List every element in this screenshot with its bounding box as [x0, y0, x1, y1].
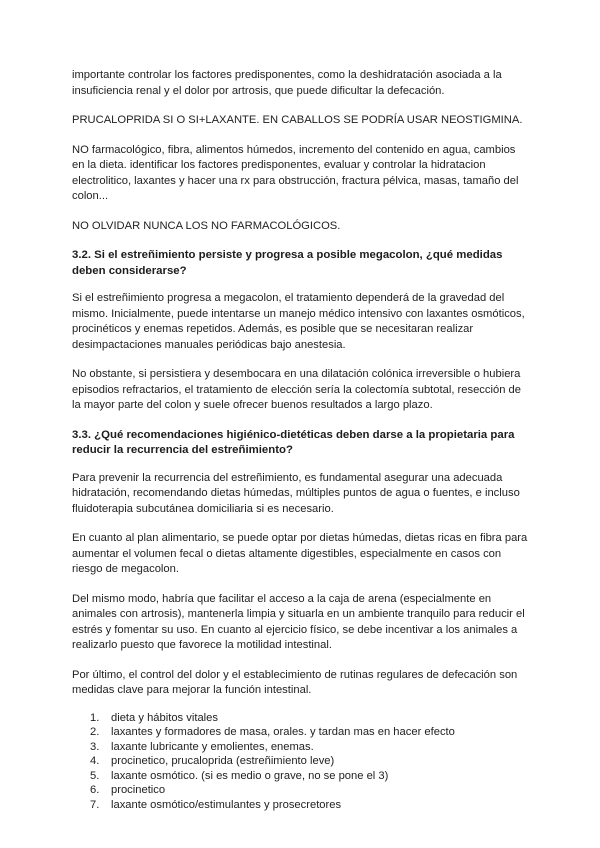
list-item [72, 798, 530, 813]
paragraph-pain-control: Por último, el control del dolor y el establecimiento de rutinas regulares de defecación son medidas clave para mejorar la función intestinal. [72, 668, 518, 696]
paragraph-reminder: NO OLVIDAR NUNCA LOS NO FARMACOLÓGICOS. [72, 219, 341, 232]
treatment-steps-list [72, 711, 530, 813]
list-item-number: 5. [90, 769, 100, 782]
paragraph-litter-exercise: Del mismo modo, habría que facilitar el acceso a la caja de arena (especialmente en animales con artrosis), mantenerla limpia y situarla en un ambiente tranquilo para reducir el estrés y fomentar su uso. En cuanto al ejercicio físico, se debe incentivar a los animales a realizarlo puesto que favorece la motilidad intestinal. [72, 592, 525, 651]
list-item [72, 740, 530, 755]
list-item-text: dieta y hábitos vitales [111, 711, 218, 724]
heading-section-3-3: 3.3. ¿Qué recomendaciones higiénico-dietéticas deben darse a la propietaria para reducir la recurrencia del estreñimiento? [72, 428, 515, 456]
list-item-number: 4. [90, 755, 100, 768]
list-item-number: 2. [90, 726, 100, 739]
list-item-number: 6. [90, 784, 100, 797]
list-item-number: 1. [90, 711, 100, 724]
paragraph-diet-plan: En cuanto al plan alimentario, se puede optar por dietas húmedas, dietas ricas en fibra para aumentar el volumen fecal o dietas altamente digestibles, especialmente en casos con riesgo de megacolon. [72, 532, 528, 575]
list-item-number: 3. [90, 740, 100, 753]
list-item [72, 783, 530, 798]
list-item [72, 769, 530, 784]
paragraph-risk-factors: importante controlar los factores predisponentes, como la deshidratación asociada a la insuficiencia renal y el dolor por artrosis, que puede dificultar la defecación. [72, 69, 502, 97]
list-item [72, 725, 530, 740]
paragraph-prucalopride-note: PRUCALOPRIDA SI O SI+LAXANTE. EN CABALLOS SE PODRÍA USAR NEOSTIGMINA. [72, 114, 523, 126]
list-item [72, 711, 530, 726]
list-item-text: procinetico [111, 784, 166, 797]
list-item [72, 754, 530, 769]
paragraph-hydration: Para prevenir la recurrencia del estreñimiento, es fundamental asegurar una adecuada hidratación, recomendando dietas húmedas, múltiples puntos de agua o fuentes, e incluso fluidoterapia subcutánea domiciliaria si es necesario. [72, 471, 520, 515]
paragraph-non-pharmacological: NO farmacológico, fibra, alimentos húmedos, incremento del contenido en agua, cambios en la dieta. identificar los factores predisponentes, evaluar y controlar la hidratacion electrolitico, laxantes y hacer una rx para obstrucción, fractura pélvica, masas, tamaño del colon... [72, 143, 519, 202]
list-item-number: 7. [90, 799, 100, 812]
paragraph-megacolon-treatment: Si el estreñimiento progresa a megacolon, el tratamiento dependerá de la gravedad del mismo. Inicialmente, puede intentarse un manejo médico intensivo con laxantes osmóticos, procinéticos y enemas repetidos. Además, es posible que se necesitaran realizar desimpactaciones manuales periódicas bajo anestesia. [72, 292, 525, 351]
list-item-text: laxante osmótico. (si es medio o grave, no se pone el 3) [111, 769, 389, 782]
list-item-text: procinetico, prucaloprida (estreñimiento leve) [111, 755, 335, 768]
list-item-text: laxante osmótico/estimulantes y prosecretores [111, 799, 342, 812]
list-item-text: laxante lubricante y emolientes, enemas. [111, 740, 314, 753]
heading-section-3-2: 3.2. Si el estreñimiento persiste y progresa a posible megacolon, ¿qué medidas deben considerarse? [72, 249, 503, 277]
paragraph-colectomy: No obstante, si persistiera y desembocara en una dilatación colónica irreversible o hubiera episodios refractarios, el tratamiento de elección sería la colectomía subtotal, resección de la mayor parte del colon y suele ofrecer buenos resultados a largo plazo. [72, 368, 521, 411]
list-item-text: laxantes y formadores de masa, orales. y tardan mas en hacer efecto [111, 726, 455, 739]
